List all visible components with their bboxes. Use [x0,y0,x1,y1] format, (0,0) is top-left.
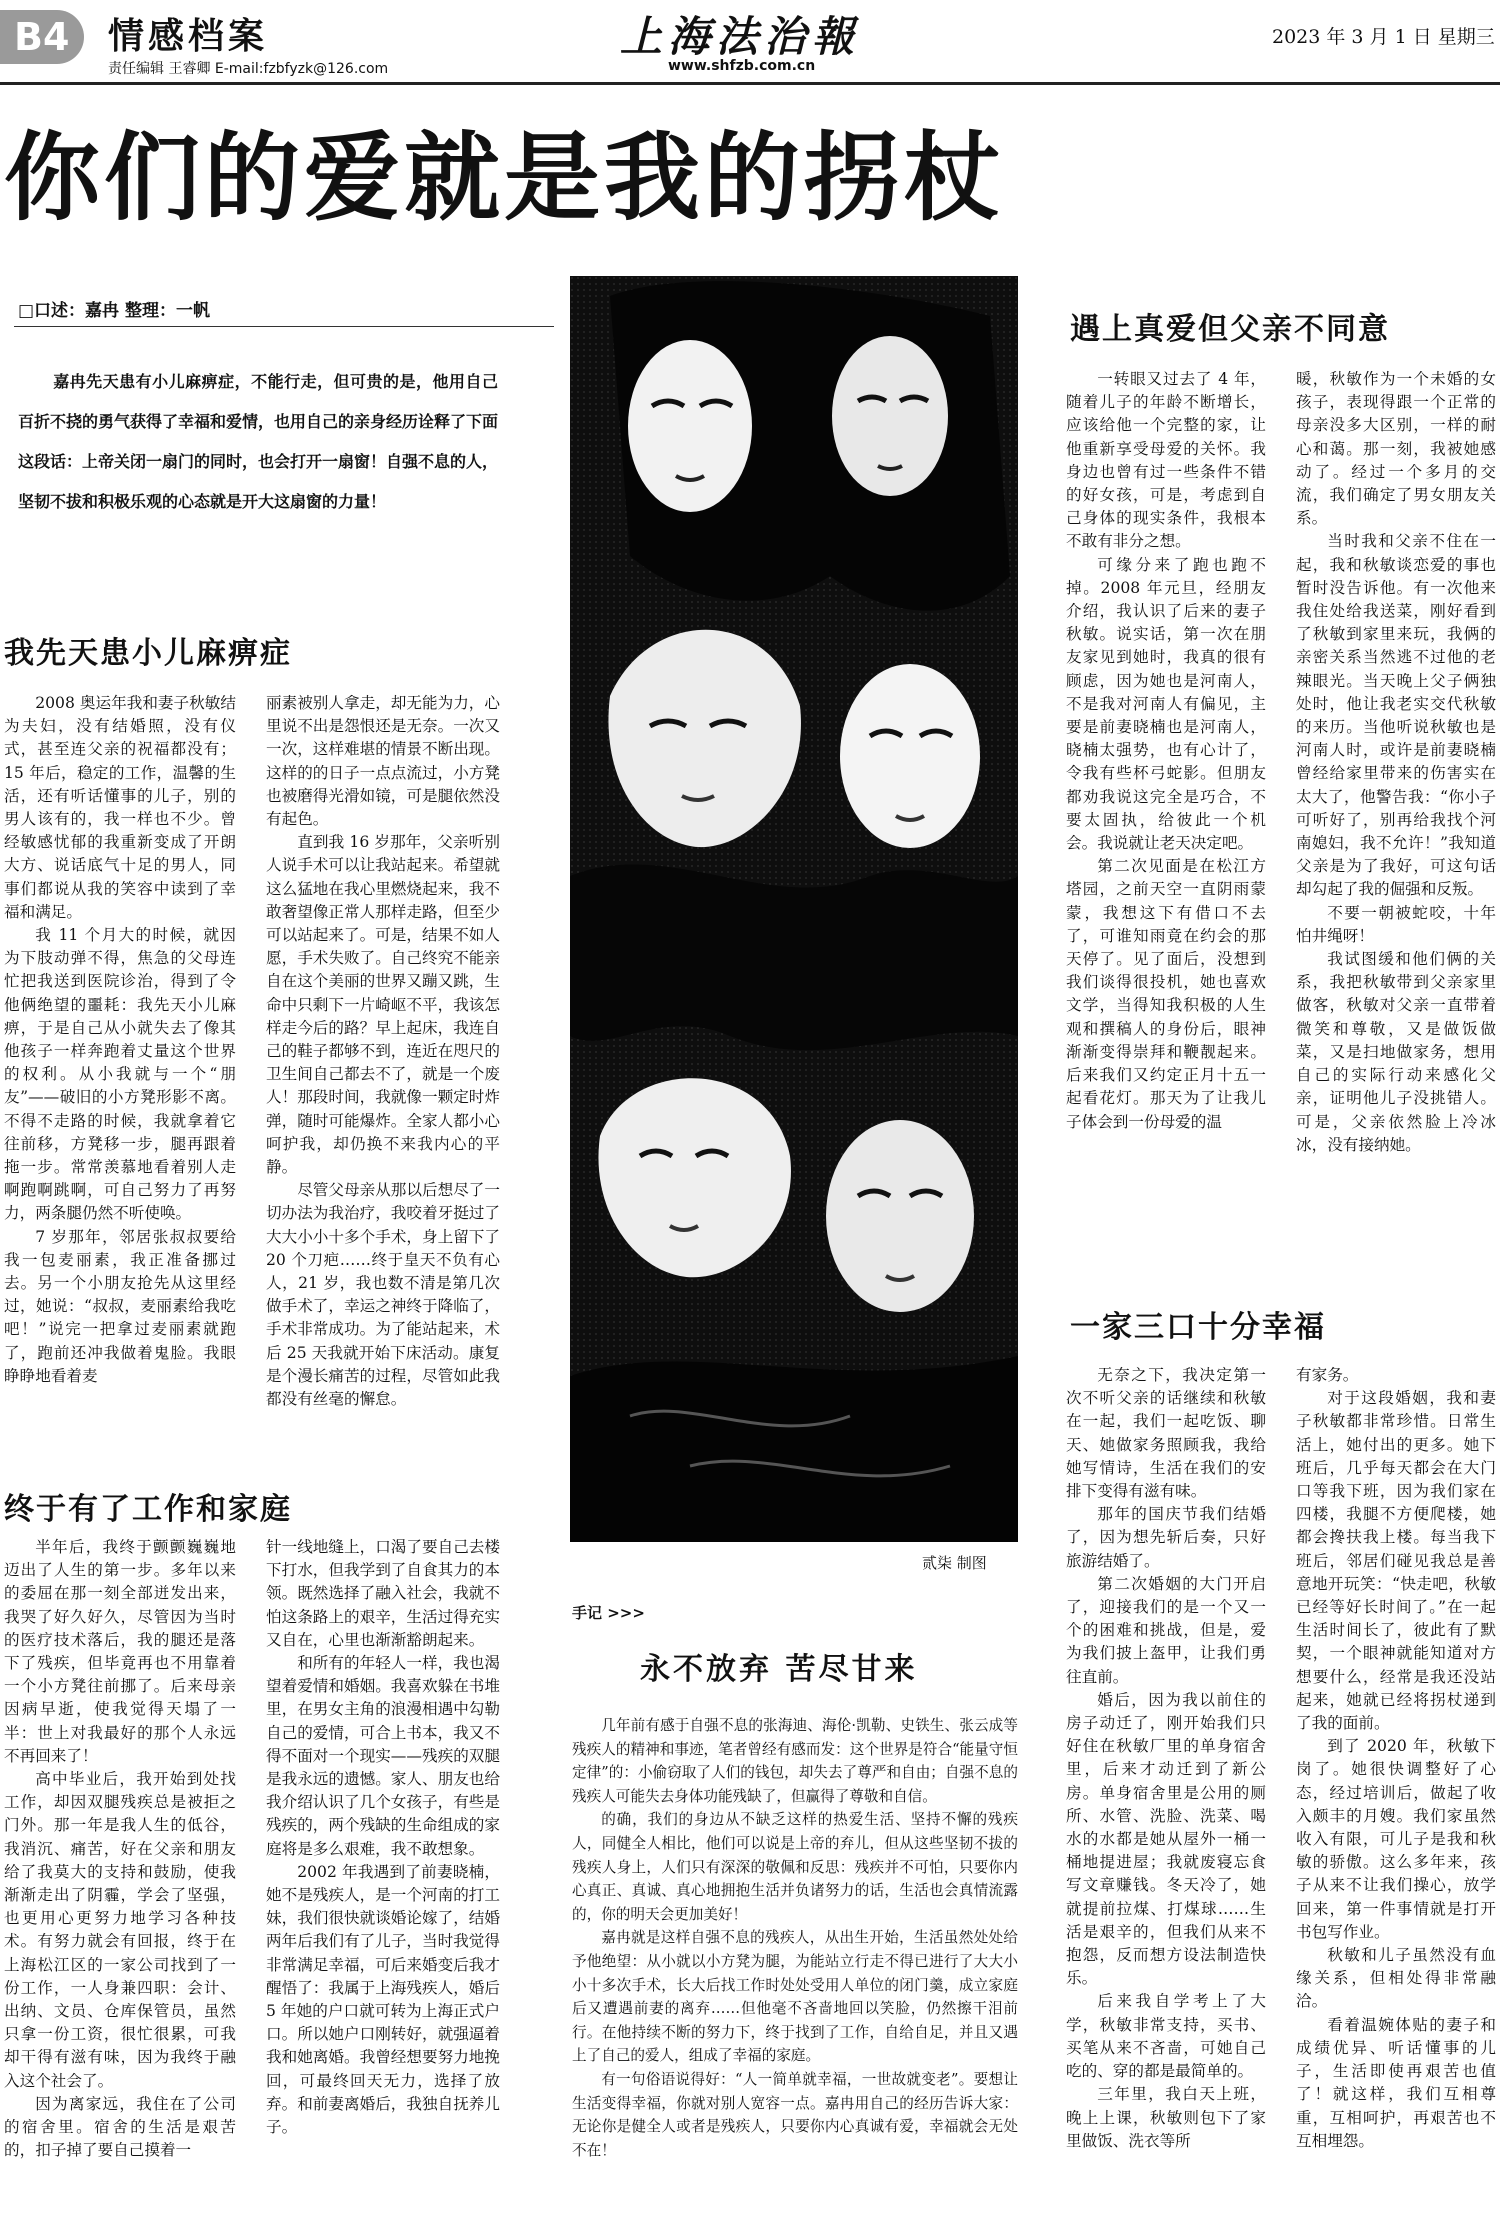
paragraph: 无奈之下，我决定第一次不听父亲的话继续和秋敏在一起，我们一起吃饭、聊天、她做家务照顾我，我给她写情诗，生活在我们的安排下变得有滋有味。 [1066,1366,1266,1501]
paragraph: 和所有的年轻人一样，我也渴望着爱情和婚姻。我喜欢躲在书堆里，在男女主角的浪漫相遇中勾勒自己的爱情，可合上书本，我又不得不面对一个现实——残疾的双腿是我永远的遗憾。家人、朋友也给我介绍认识了几个女孩子，有些是残疾的，两个残缺的生命组成的家庭将是多么艰难，我不敢想象。 [266,1654,500,1858]
paragraph: 有一句俗语说得好：“人一简单就幸福，一世故就变老”。要想让生活变得幸福，你就对别人宽容一点。嘉冉用自己的经历告诉大家：无论你是健全人或者是残疾人，只要你内心真诚有爱，幸福就会无处不在！ [572,2070,1018,2159]
paragraph: 的确，我们的身边从不缺乏这样的热爱生活、坚持不懈的残疾人，同健全人相比，他们可以说是上帝的弃儿，但从这些坚韧不拔的残疾人身上，人们只有深深的敬佩和反思：残疾并不可怕，只要你内心真正、真诚、真心地拥抱生活并负诸努力的话，生活也会真情流露的，你的明天会更加美好！ [572,1811,1018,1923]
section-title-4: 一家三口十分幸福 [1070,1310,1326,1345]
paragraph: 那年的国庆节我们结婚了，因为想先斩后奏，只好旅游结婚了。 [1066,1505,1266,1570]
section-title-3: 遇上真爱但父亲不同意 [1070,312,1390,347]
paragraph: 尽管父母亲从那以后想尽了一切办法为我治疗，我咬着牙挺过了大大小小十多个手术，身上留下了 20 个刀疤……终于皇天不负有心人，21 岁，我也数不清是第几次做手术了，幸运之神终于降临了，手术非常成功。为了能站起来，术后 25 天我就开始下床活动。康复是个漫长痛苦的过程，尽管如此我都没有丝毫的懈怠。 [266,1181,500,1409]
paragraph: 丽素被别人拿走，却无能为力，心里说不出是怨恨还是无奈。一次又一次，这样难堪的情景不断出现。这样的的日子一点点流过，小方凳也被磨得光滑如镜，可是腿依然没有起色。 [266,694,500,829]
paragraph: 一转眼又过去了 4 年，随着儿子的年龄不断增长，应该给他一个完整的家，让他重新享受母爱的关怀。我身边也曾有过一些条件不错的好女孩，可是，考虑到自己身体的现实条件，我根本不敢有非分之想。 [1066,370,1266,551]
paragraph: 看着温婉体贴的妻子和成绩优异、听话懂事的儿子，生活即使再艰苦也值了！就这样，我们互相尊重，互相呵护，再艰苦也不互相埋怨。 [1296,2015,1496,2150]
issue-date: 2023 年 3 月 1 日 星期三 [1272,26,1495,48]
paragraph: 有家务。 [1296,1366,1359,1384]
paragraph: 我 11 个月大的时候，就因为下肢动弹不得，焦急的父母连忙把我送到医院诊治，得到了令他俩绝望的噩耗：我先天小儿麻痹，于是自己从小就失去了像其他孩子一样奔跑着丈量这个世界的权利。从小我就与一个“朋友”——破旧的小方凳形影不离。不得不走路的时候，我就拿着它往前移，方凳移一步，腿再跟着拖一步。常常羡慕地看着别人走啊跑啊跳啊，可自己努力了再努力，两条腿仍然不听使唤。 [4,926,236,1223]
section-4-column-2 [1296,1364,1496,2226]
byline: □口述：嘉冉 整理：一帆 [18,301,210,321]
illustration-credit: 贰柒 制图 [922,1554,987,1572]
section-2-column-1 [4,1536,236,2226]
section-title-1: 我先天患小儿麻痹症 [4,636,292,671]
masthead: 上海法治報 [620,12,861,61]
section-3-column-2 [1296,368,1496,1238]
postscript-label: 手记 >>> [572,1604,645,1622]
section-title-2: 终于有了工作和家庭 [4,1492,292,1527]
paragraph: 三年里，我白天上班，晚上上课，秋敏则包下了家里做饭、洗衣等所 [1066,2085,1266,2150]
paragraph: 第二次婚姻的大门开启了，迎接我们的是一个又一个的困难和挑战，但是，爱为我们披上盔甲，让我们勇往直前。 [1066,1574,1266,1686]
paragraph: 2008 奥运年我和妻子秋敏结为夫妇，没有结婚照，没有仪式，甚至连父亲的祝福都没有；15 年后，稳定的工作，温馨的生活，还有听话懂事的儿子，别的男人该有的，我一样也不少。曾经敏感忧郁的我重新变成了开朗大方、说话底气十足的男人，同事们都说从我的笑容中读到了幸福和满足。 [4,694,236,921]
paragraph: 当时我和父亲不住在一起，我和秋敏谈恋爱的事也暂时没告诉他。有一次他来我住处给我送菜，刚好看到了秋敏到家里来玩，我俩的亲密关系当然逃不过他的老辣眼光。当天晚上父子俩独处时，他让我老实交代秋敏的来历。当他听说秋敏也是河南人时，或许是前妻晓楠曾经给家里带来的伤害实在太大了，他警告我：“你小子可听好了，别再给我找个河南媳妇，我不允许！”我知道父亲是为了我好，可这句话却勾起了我的倔强和反叛。 [1296,532,1496,899]
lead-paragraph: 嘉冉先天患有小儿麻痹症，不能行走，但可贵的是，他用自己百折不挠的勇气获得了幸福和爱情，也用自己的亲身经历诠释了下面这段话：上帝关闭一扇门的同时，也会打开一扇窗！自强不息的人，坚韧不拔和积极乐观的心态就是开大这扇窗的力量！ [18,372,499,511]
paragraph: 7 岁那年，邻居张叔叔要给我一包麦丽素，我正准备挪过去。另一个小朋友抢先从这里经过，她说：“叔叔，麦丽素给我吃吧！”说完一把拿过麦丽素就跑了，跑前还冲我做着鬼脸。我眼睁睁地看着麦 [4,1227,236,1385]
editor-line: 责任编辑 王睿卿 E-mail:fzbfyzk@126.com [108,61,389,77]
section-1-column-2 [266,692,500,1430]
section-3-column-1 [1066,368,1266,1238]
paragraph: 第二次见面是在松江方塔园，之前天空一直阴雨蒙蒙，我想这下有借口不去了，可谁知雨竟在约会的那天停了。见了面后，没想到我们谈得很投机，她也喜欢文学，当得知我积极的人生观和撰稿人的身份后，眼神渐渐变得崇拜和鞭靓起来。后来我们又约定正月十五一起看花灯。那天为了让我儿子体会到一份母爱的温 [1066,857,1266,1131]
paragraph: 针一线地缝上，口渴了要自己去楼下打水，但我学到了自食其力的本领。既然选择了融入社会，我就不怕这条路上的艰辛，生活过得充实又自在，心里也渐渐豁朗起来。 [266,1538,500,1649]
paragraph: 几年前有感于自强不息的张海迪、海伦·凯勒、史铁生、张云成等残疾人的精神和事迹，笔者曾经有感而发：这个世界是符合“能量守恒定律”的：小偷窃取了人们的钱包，却失去了尊严和自由；自强不息的残疾人可能失去身体功能残缺了，但赢得了尊敬和自信。 [572,1717,1018,1805]
section-1-column-1 [4,692,236,1430]
illustration-art [570,276,1018,1542]
paragraph: 暖，秋敏作为一个未婚的女孩子，表现得跟一个正常的母亲没多大区别，一样的耐心和蔼。那一刻，我被她感动了。经过一个多月的交流，我们确定了男女朋友关系。 [1296,370,1496,528]
paragraph: 到了 2020 年，秋敏下岗了。她很快调整好了心态，经过培训后，做起了收入颇丰的月嫂。我们家虽然收入有限，可儿子是我和秋敏的骄傲。这么多年来，孩子从来不让我们操心，放学回来，第一件事情就是打开书包写作业。 [1296,1737,1496,1941]
section-name: 情感档案 [108,16,269,57]
section-2-column-2 [266,1536,500,2226]
postscript-body [572,1714,1018,2226]
paragraph: 因为离家远，我住在了公司的宿舍里。宿舍的生活是艰苦的，扣子掉了要自己摸着一 [4,2094,236,2160]
paragraph: 对于这段婚姻，我和妻子秋敏都非常珍惜。日常生活上，她付出的更多。她下班后，几乎每天都会在大门口等我下班，因为我们家在四楼，我腿不方便爬楼，她都会搀扶我上楼。每当我下班后，邻居们碰见我总是善意地开玩笑：“快走吧，秋敏已经等好长时间了。”在一起生活时间长了，彼此有了默契，一个眼神就能知道对方想要什么，经常是我还没站起来，她就已经将拐杖递到了我的面前。 [1296,1389,1496,1733]
paragraph: 我试图缓和他们俩的关系，我把秋敏带到父亲家里做客，秋敏对父亲一直带着微笑和尊敬，又是做饭做菜，又是扫地做家务，想用自己的实际行动来感化父亲，证明他儿子没挑错人。可是，父亲依然脸上冷冰冰，没有接纳她。 [1296,950,1496,1154]
paragraph: 半年后，我终于颤颤巍巍地迈出了人生的第一步。多年以来的委屈在那一刻全部迸发出来，我哭了好久好久，尽管因为当时的医疗技术落后，我的腿还是落下了残疾，但毕竟再也不用靠着一个小方凳往前挪了。后来母亲因病早逝，使我觉得天塌了一半：世上对我最好的那个人永远不再回来了！ [4,1538,236,1765]
paragraph: 2002 年我遇到了前妻晓楠，她不是残疾人，是一个河南的打工妹，我们很快就谈婚论嫁了，结婚两年后我们有了儿子，当时我觉得非常满足幸福，可后来婚变后我才醒悟了：我属于上海残疾人，婚后 5 年她的户口就可转为上海正式户口。所以她户口刚转好，就强逼着我和她离婚。我曾经想要努力地挽回，可最终回天无力，选择了放弃。和前妻离婚后，我独自抚养儿子。 [266,1862,500,2137]
paragraph: 可缘分来了跑也跑不掉。2008 年元旦，经朋友介绍，我认识了后来的妻子秋敏。说实话，第一次在朋友家见到她时，我真的很有顾虑，因为她也是河南人，不是我对河南人有偏见，主要是前妻晓楠也是河南人，晓楠太强势，也有心计了，令我有些杯弓蛇影。但朋友都劝我说这完全是巧合，不要太固执，给彼此一个机会。我说就让老天决定吧。 [1066,555,1266,853]
illustration-women-portraits [570,276,1018,1542]
postscript-title: 永不放弃 苦尽甘来 [640,1652,918,1687]
page-badge: B4 [0,10,84,64]
paragraph: 嘉冉就是这样自强不息的残疾人，从出生开始，生活虽然处处给予他绝望：从小就以小方凳为腿，为能站立行走不得已进行了大大小小十多次手术，长大后找工作时处处受用人单位的闭门羹，成立家庭后又遭遇前妻的离弃……但他毫不吝啬地回以笑脸，仍然擦干泪前行。在他持续不断的努力下，终于找到了工作，自给自足，并且又遇上了自己的爱人，组成了幸福的家庭。 [572,1929,1018,2065]
paragraph: 后来我自学考上了大学，秋敏非常支持，买书、买笔从来不吝啬，可她自己吃的、穿的都是最简单的。 [1066,1992,1266,2081]
website: www.shfzb.com.cn [668,58,816,74]
header-rule [0,82,1500,85]
paragraph: 高中毕业后，我开始到处找工作，却因双腿残疾总是被拒之门外。那一年是我人生的低谷，我消沉、痛苦，好在父亲和朋友给了我莫大的支持和鼓励，使我渐渐走出了阴霾，学会了坚强，也更用心更努力地学习各种技术。有努力就会有回报，终于在上海松江区的一家公司找到了一份工作，一人身兼四职：会计、出纳、文员、仓库保管员，虽然只拿一份工资，很忙很累，可我却干得有滋有味，因为我终于融入这个社会了。 [4,1770,236,2090]
headline: 你们的爱就是我的拐杖 [4,122,1004,234]
paragraph: 直到我 16 岁那年，父亲听别人说手术可以让我站起来。希望就这么猛地在我心里燃烧起来，我不敢奢望像正常人那样走路，但至少可以站起来了。可是，结果不如人愿，手术失败了。自己终究不能亲自在这个美丽的世界又蹦又跳，生命中只剩下一片崎岖不平，我该怎样走今后的路？早上起床，我连自己的鞋子都够不到，连近在咫尺的卫生间自己都去不了，就是一个废人！那段时间，我就像一颗定时炸弹，随时可能爆炸。全家人都小心呵护我，却仍换不来我内心的平静。 [266,833,500,1177]
paragraph: 婚后，因为我以前住的房子动迁了，刚开始我们只好住在秋敏厂里的单身宿舍里，后来才动迁到了新公房。单身宿舍里是公用的厕所、水管、洗脸、洗菜、喝水的水都是她从屋外一桶一桶地提进屋；我就废寝忘食写文章赚钱。冬天冷了，她就提前拉煤、打煤球……生活是艰辛的，但我们从来不抱怨，反而想方设法制造快乐。 [1066,1690,1266,1988]
paragraph: 秋敏和儿子虽然没有血缘关系，但相处得非常融洽。 [1296,1946,1496,2011]
page-header [0,0,1500,82]
paragraph: 不要一朝被蛇咬，十年怕井绳呀！ [1296,903,1496,945]
section-4-column-1 [1066,1364,1266,2226]
byline-rule [14,326,554,327]
